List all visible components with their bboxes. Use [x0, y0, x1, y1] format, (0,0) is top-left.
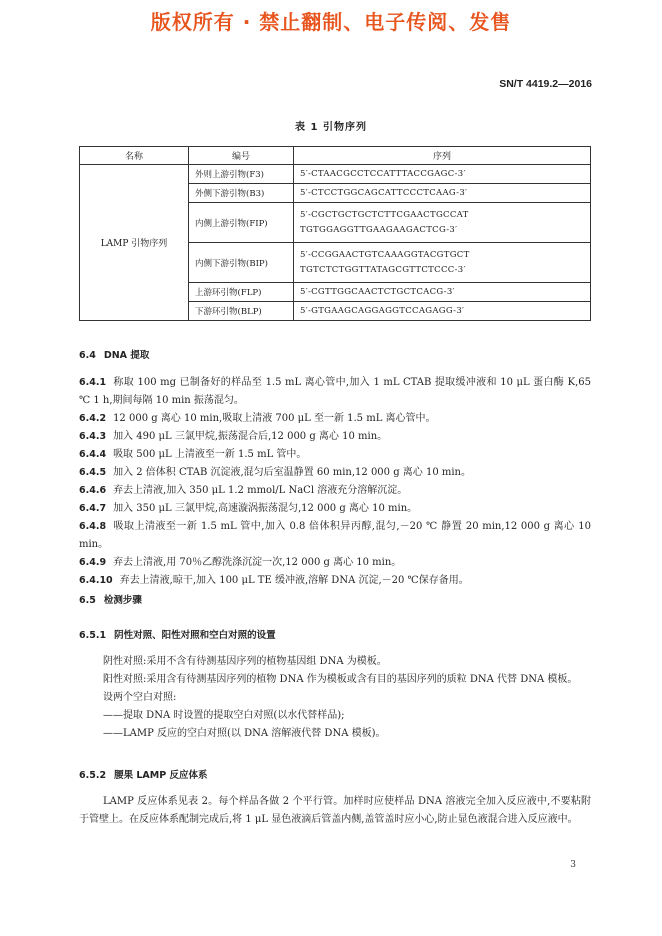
section-6-5-1: [79, 627, 591, 743]
step-number: 6.4.10: [79, 575, 113, 586]
step-number: 6.4.7: [79, 503, 107, 514]
section-title: 阴性对照、阳性对照和空白对照的设置: [114, 630, 276, 641]
primer-sequence: 5′-CGTTGGCAACTCTGCTCACG-3′: [294, 283, 591, 302]
step-number: 6.4.3: [79, 431, 107, 442]
sequence-line: 5′-CCGGAACTGTCAAAGGTACGTGCT: [300, 249, 470, 260]
table-row: [80, 165, 591, 184]
section-heading: [79, 592, 591, 610]
section-number: 6.5.1: [79, 630, 107, 641]
step-paragraph: [79, 410, 591, 428]
primer-sequence: [294, 243, 591, 283]
section-6-5: [79, 592, 591, 610]
step-number: 6.4.6: [79, 485, 107, 496]
primer-name: 下游环引物(BLP): [189, 302, 294, 321]
dash-list-item: ——提取 DNA 时设置的提取空白对照(以水代替样品);: [103, 710, 345, 721]
body-paragraph: 设两个空白对照:: [103, 692, 177, 703]
step-text: 吸取上清液至一新 1.5 mL 管中,加入 0.8 倍体积异丙醇,混匀,－20 ℃ 静置 20 min,12 000 g 离心 10 min。: [79, 521, 591, 550]
step-number: 6.4.2: [79, 413, 107, 424]
copyright-watermark: 版权所有 · 禁止翻制、电子传阅、发售: [150, 10, 512, 34]
step-number: 6.4.9: [79, 557, 107, 568]
step-paragraph: [79, 554, 591, 572]
step-paragraph: [79, 572, 591, 590]
primer-table: [79, 146, 591, 321]
primer-sequence: 5′-CTAACGCCTCCATTTACCGAGC-3′: [294, 165, 591, 184]
page-number: 3: [570, 860, 576, 870]
step-paragraph: [79, 446, 591, 464]
step-number: 6.4.5: [79, 467, 107, 478]
primer-sequence: [294, 203, 591, 243]
section-6-4: [79, 347, 591, 365]
section-heading: [79, 627, 591, 645]
standard-code: SN/T 4419.2—2016: [499, 78, 592, 90]
step-text: 加入 490 μL 三氯甲烷,振荡混合后,12 000 g 离心 10 min。: [113, 431, 388, 442]
step-paragraph: [79, 500, 591, 518]
category-cell: LAMP 引物序列: [80, 165, 189, 321]
section-title: DNA 提取: [103, 350, 150, 361]
primer-name: 内侧上游引物(FIP): [189, 203, 294, 243]
dash-list-item: ——LAMP 反应的空白对照(以 DNA 溶解液代替 DNA 模板)。: [103, 728, 386, 739]
step-number: 6.4.8: [79, 521, 107, 532]
primer-sequence: 5′-GTGAAGCAGGAGGTCCAGAGG-3′: [294, 302, 591, 321]
header-sequence: 序列: [294, 147, 591, 165]
body-paragraph: 阳性对照:采用含有待测基因序列的植物 DNA 作为模板或含有目的基因序列的质粒 DNA 代替 DNA 模板。: [103, 674, 578, 685]
sequence-line: TGTGGAGGTTGAAGAAGACTCG-3′: [300, 224, 458, 235]
section-title: 腰果 LAMP 反应体系: [114, 770, 208, 781]
section-number: 6.5: [79, 595, 96, 606]
step-paragraph: [79, 464, 591, 482]
step-text: 加入 2 倍体积 CTAB 沉淀液,混匀后室温静置 60 min,12 000 g 离心 10 min。: [113, 467, 471, 478]
body-paragraph: LAMP 反应体系见表 2。每个样品各做 2 个平行管。加样时应使样品 DNA 溶液完全加入反应液中,不要粘附于管壁上。在反应体系配制完成后,将 1 μL 显色液滴后管盖内侧,盖管盖时应小心,防止显色液混合进入反应液中。: [79, 796, 591, 825]
primer-name: 外则上游引物(F3): [189, 165, 294, 184]
primer-name: 上游环引物(FLP): [189, 283, 294, 302]
sequence-line: TGTCTCTGGTTATAGCGTTCTCCC-3′: [300, 264, 466, 275]
table-header-row: [80, 147, 591, 165]
step-text: 吸取 500 μL 上清液至一新 1.5 mL 管中。: [113, 449, 307, 460]
section-title: 检测步骤: [103, 595, 142, 606]
primer-sequence: 5′-CTCCTGGCAGCATTCCCTCAAG-3′: [294, 184, 591, 203]
step-paragraph: [79, 518, 591, 554]
section-number: 6.5.2: [79, 770, 107, 781]
step-text: 加入 350 μL 三氯甲烷,高速漩涡振荡混匀,12 000 g 离心 10 min。: [113, 503, 418, 514]
table-title: 表 1 引物序列: [295, 122, 367, 133]
header-name: 名称: [80, 147, 189, 165]
body-paragraph: 阴性对照:采用不含有待测基因序列的植物基因组 DNA 为模板。: [103, 656, 387, 667]
section-6-5-2: [79, 767, 591, 829]
header-number: 编号: [189, 147, 294, 165]
section-heading: [79, 347, 591, 365]
step-number: 6.4.4: [79, 449, 107, 460]
step-text: 弃去上清液,用 70％乙醇洗涤沉淀一次,12 000 g 离心 10 min。: [113, 557, 402, 568]
step-list: [79, 374, 591, 590]
step-text: 称取 100 mg 已制备好的样品至 1.5 mL 离心管中,加入 1 mL CTAB 提取缓冲液和 10 μL 蛋白酶 K,65 ℃ 1 h,期间每隔 10 min 振荡混匀。: [79, 377, 591, 406]
primer-name: 外侧下游引物(B3): [189, 184, 294, 203]
primer-name: 内侧下游引物(BIP): [189, 243, 294, 283]
step-text: 弃去上清液,加入 350 μL 1.2 mmol/L NaCl 溶液充分溶解沉淀。: [113, 485, 408, 496]
step-text: 12 000 g 离心 10 min,吸取上清液 700 μL 至一新 1.5 mL 离心管中。: [113, 413, 436, 424]
step-paragraph: [79, 374, 591, 410]
section-number: 6.4: [79, 350, 96, 361]
step-paragraph: [79, 428, 591, 446]
sequence-line: 5′-CGCTGCTGCTCTTCGAACTGCCAT: [300, 209, 469, 220]
section-heading: [79, 767, 591, 785]
step-number: 6.4.1: [79, 377, 107, 388]
step-paragraph: [79, 482, 591, 500]
step-text: 弃去上清液,晾干,加入 100 μL TE 缓冲液,溶解 DNA 沉淀,－20 ℃保存备用。: [119, 575, 469, 586]
